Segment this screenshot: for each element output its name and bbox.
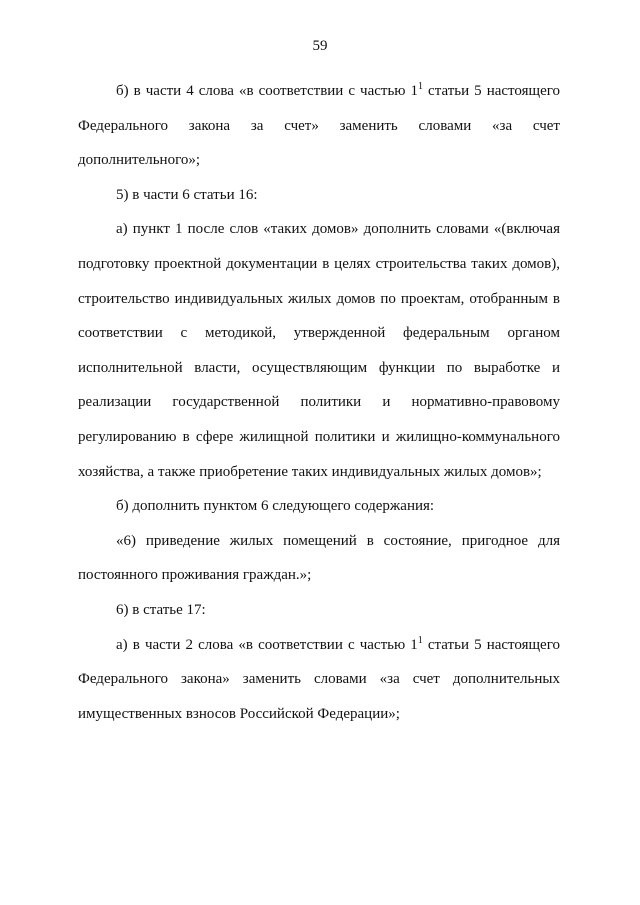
page-number: 59 bbox=[312, 38, 328, 54]
paragraph-item-5: 5) в части 6 статьи 16: bbox=[116, 186, 258, 203]
paragraph-subitem-a: а) пункт 1 после слов «таких домов» дополнить словами «(включая подготовку проектной документации в целях строительства таких домов), строительство индивидуальных жилых домов по проектам, отобранным в соответствии с методикой, утвержденной федеральным органом исполнительной власти, осуществляющим функции по выработке и реализации государственной политики и нормативно-правовому регулированию в сфере жилищной политики и жилищно-коммунального хозяйства, а также приобретение таких индивидуальных жилых домов»; bbox=[78, 221, 560, 480]
paragraph-item-6: 6) в статье 17: bbox=[116, 601, 206, 618]
paragraph-text: статьи 5 настоящего Федерального закона» заменить словами «за счет дополнительных имущественных взносов Российской Федерации»; bbox=[78, 636, 560, 722]
paragraph-quoted-point-6: «6) приведение жилых помещений в состояние, пригодное для постоянного проживания граждан.»; bbox=[78, 532, 560, 584]
superscript: 1 bbox=[418, 81, 424, 92]
superscript: 1 bbox=[417, 634, 423, 646]
paragraph-text: б) в части 4 слова «в соответствии с частью 1 bbox=[116, 83, 419, 99]
paragraph-article-17-part-2 bbox=[78, 628, 560, 732]
document-body bbox=[78, 74, 560, 731]
paragraph-article-15-part-4 bbox=[78, 74, 560, 178]
paragraph-subitem-b: б) дополнить пунктом 6 следующего содержания: bbox=[116, 498, 435, 515]
paragraph-text: а) в части 2 слова «в соответствии с частью 1 bbox=[116, 636, 418, 653]
paragraph-text: статьи 5 настоящего Федерального закона за счет» заменить словами «за счет дополнительного»; bbox=[78, 83, 560, 169]
